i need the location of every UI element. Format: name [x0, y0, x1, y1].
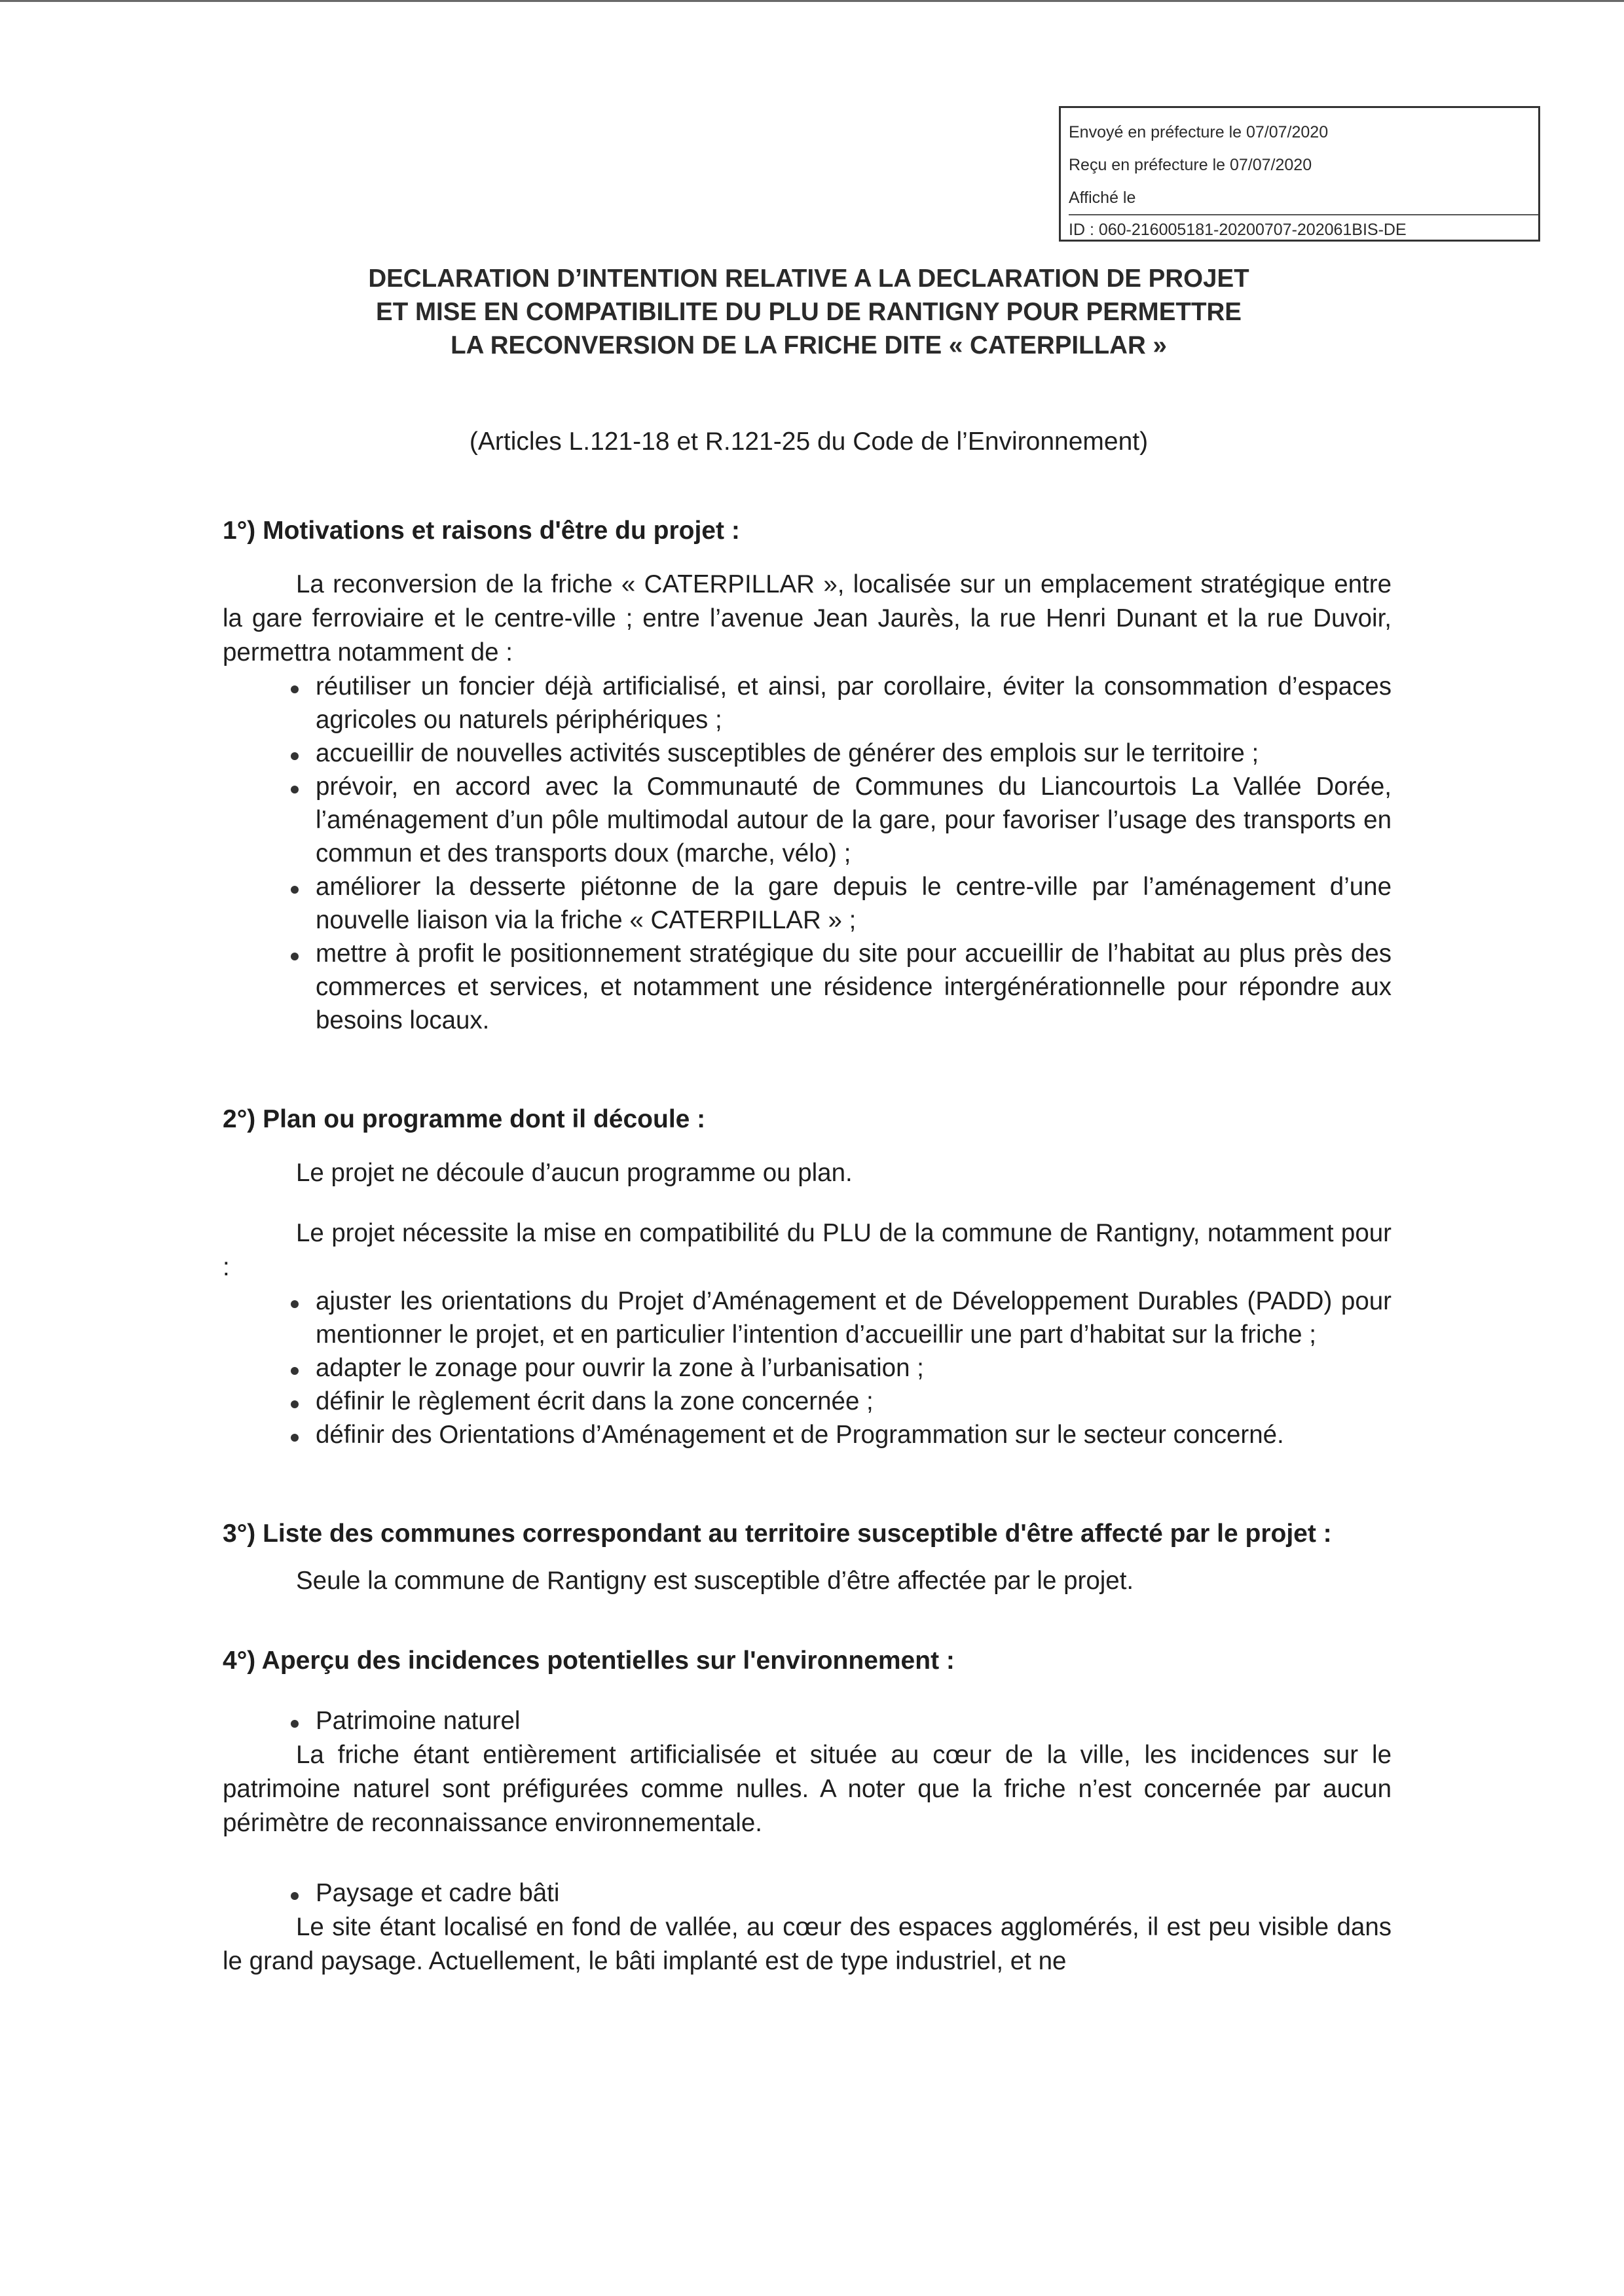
subsection-heading-paysage: Paysage et cadre bâti: [223, 1876, 1392, 1910]
section-3-heading: 3°) Liste des communes correspondant au territoire susceptible d'être affecté par le projet :: [223, 1520, 1332, 1548]
subsection-text-patrimoine: La friche étant entièrement artificialisée et située au cœur de la ville, les incidences sur le patrimoine naturel sont préfigurées comme nulles. A noter que la friche n’est concernée par aucun périmètre de reconnaissance environnementale.: [223, 1741, 1392, 1837]
title-line-3: LA RECONVERSION DE LA FRICHE DITE « CATERPILLAR »: [451, 331, 1167, 359]
section-3-paragraph: Seule la commune de Rantigny est susceptible d’être affectée par le projet.: [296, 1567, 1134, 1595]
subsection-heading-patrimoine: Patrimoine naturel: [223, 1704, 1392, 1738]
document-body: [223, 514, 1392, 1978]
scan-top-edge: [0, 0, 1624, 2]
section-2-paragraph-2: Le projet nécessite la mise en compatibilité du PLU de la commune de Rantigny, notamment pour :: [223, 1219, 1392, 1281]
list-item: prévoir, en accord avec la Communauté de Communes du Liancourtois La Vallée Dorée, l’aménagement d’un pôle multimodal autour de la gare, pour favoriser l’usage des transports en commun et des transports doux (marche, vélo) ;: [316, 770, 1392, 870]
stamp-posted: Affiché le: [1069, 189, 1136, 207]
list-item: définir le règlement écrit dans la zone concernée ;: [316, 1385, 1392, 1418]
subsection-text-paysage: Le site étant localisé en fond de vallée, au cœur des espaces agglomérés, il est peu visible dans le grand paysage. Actuellement, le bâti implanté est de type industriel, et ne: [223, 1913, 1392, 1975]
list-item: définir des Orientations d’Aménagement et de Programmation sur le secteur concerné.: [316, 1418, 1392, 1451]
title-line-2: ET MISE EN COMPATIBILITE DU PLU DE RANTIGNY POUR PERMETTRE: [376, 298, 1242, 326]
stamp-id: ID : 060-216005181-20200707-202061BIS-DE: [1069, 214, 1538, 242]
list-item: mettre à profit le positionnement stratégique du site pour accueillir de l’habitat au plus près des commerces et services, et notamment une résidence intergénérationnelle pour répondre aux besoins locaux.: [316, 937, 1392, 1037]
stamp-sent-date: Envoyé en préfecture le 07/07/2020: [1069, 123, 1329, 141]
section-2-heading: 2°) Plan ou programme dont il découle :: [223, 1105, 706, 1133]
list-item: accueillir de nouvelles activités susceptibles de générer des emplois sur le territoire ;: [316, 737, 1392, 770]
document-title: [196, 262, 1421, 362]
list-item: adapter le zonage pour ouvrir la zone à l’urbanisation ;: [316, 1351, 1392, 1385]
list-item: ajuster les orientations du Projet d’Aménagement et de Développement Durables (PADD) pour mentionner le projet, et en particulier l’intention d’accueillir une part d’habitat sur la friche ;: [316, 1285, 1392, 1351]
title-line-1: DECLARATION D’INTENTION RELATIVE A LA DECLARATION DE PROJET: [368, 264, 1249, 293]
section-4-heading: 4°) Aperçu des incidences potentielles sur l'environnement :: [223, 1647, 955, 1675]
section-2-bullet-list: [223, 1285, 1392, 1451]
prefecture-stamp: [1059, 106, 1540, 242]
section-1-bullet-list: [223, 670, 1392, 1037]
section-1-heading: 1°) Motivations et raisons d'être du projet :: [223, 517, 740, 545]
list-item: améliorer la desserte piétonne de la gare depuis le centre-ville par l’aménagement d’une nouvelle liaison via la friche « CATERPILLAR » ;: [316, 870, 1392, 937]
legal-reference: (Articles L.121-18 et R.121-25 du Code de l’Environnement): [469, 428, 1149, 456]
section-1-paragraph: La reconversion de la friche « CATERPILLAR », localisée sur un emplacement stratégique entre la gare ferroviaire et le centre-ville ; entre l’avenue Jean Jaurès, la rue Henri Dunant et la rue Duvoir, permettra notamment de :: [223, 570, 1392, 666]
stamp-received-date: Reçu en préfecture le 07/07/2020: [1069, 156, 1312, 174]
section-2-paragraph-1: Le projet ne découle d’aucun programme ou plan.: [296, 1159, 853, 1187]
list-item: réutiliser un foncier déjà artificialisé, et ainsi, par corollaire, éviter la consommation d’espaces agricoles ou naturels périphériques ;: [316, 670, 1392, 737]
